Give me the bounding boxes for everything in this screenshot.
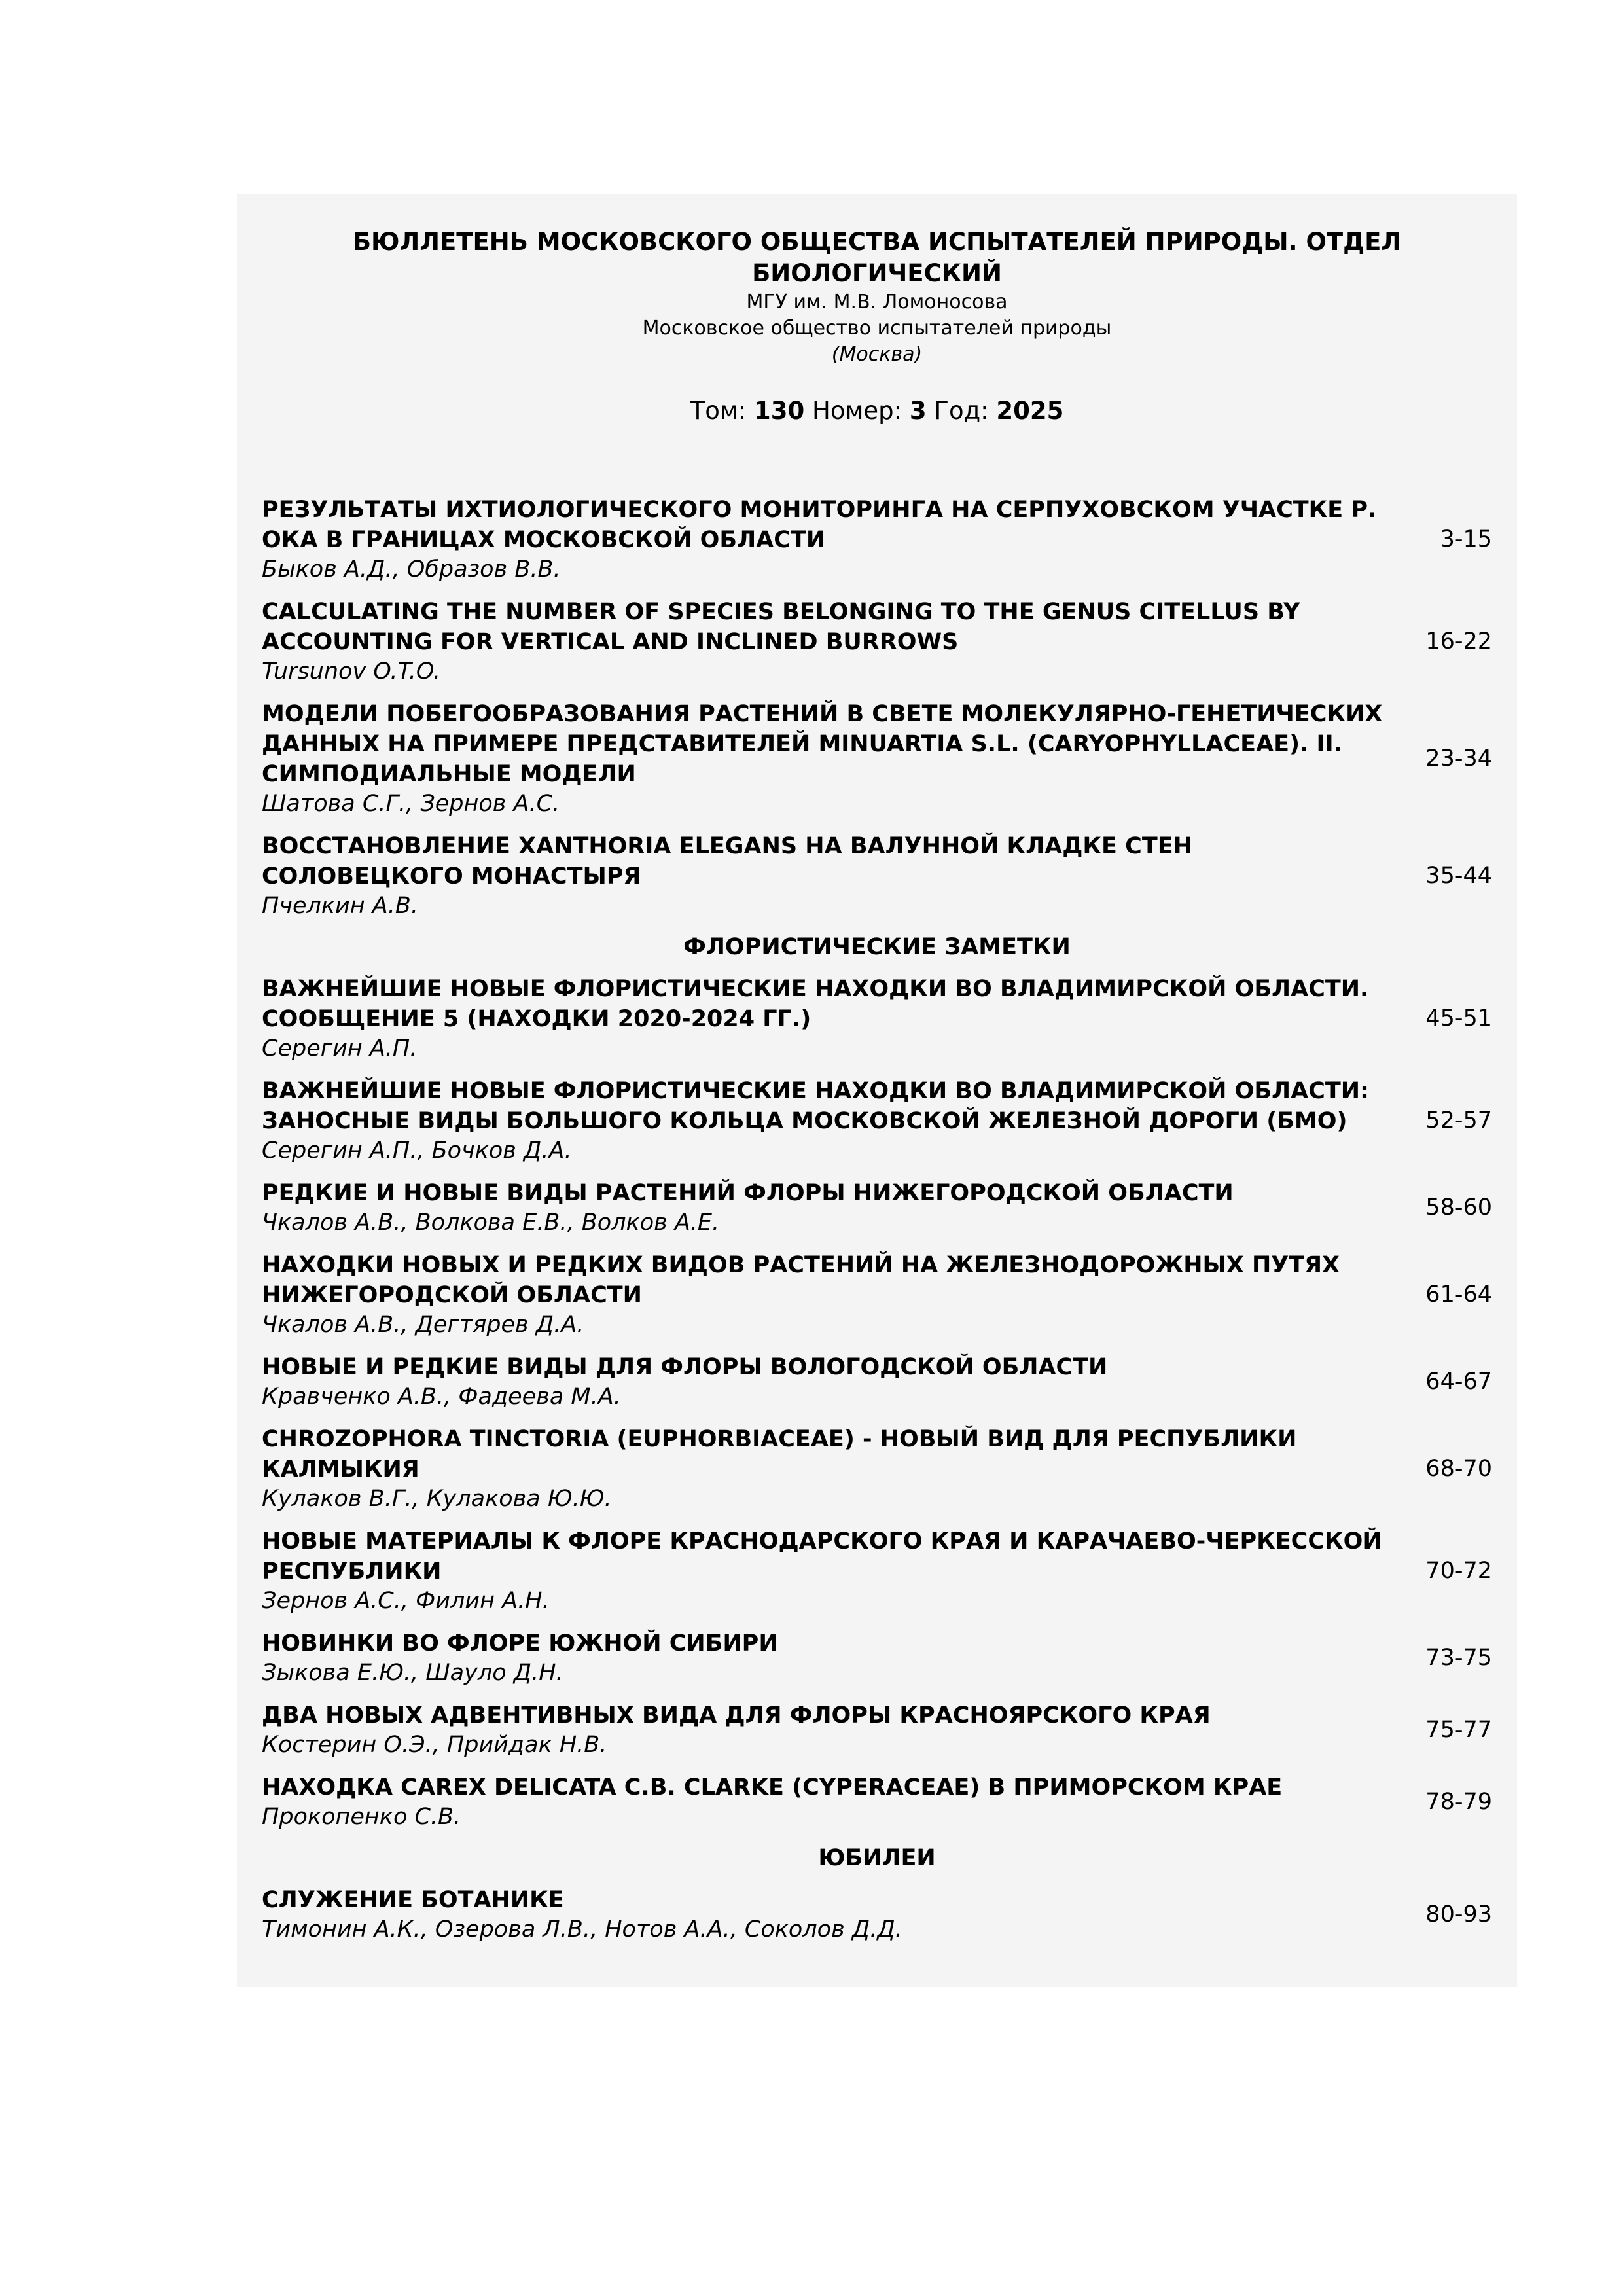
article-authors: Кравченко А.В., Фадеева М.А. — [262, 1384, 621, 1410]
article-title[interactable]: РЕДКИЕ И НОВЫЕ ВИДЫ РАСТЕНИЙ ФЛОРЫ НИЖЕГОРОДСКОЙ ОБЛАСТИ — [262, 1180, 1234, 1206]
article-pages: 3-15 — [1440, 526, 1492, 552]
toc-entry-text — [262, 1628, 1387, 1687]
article-pages: 78-79 — [1425, 1789, 1492, 1815]
article-authors: Кулаков В.Г., Кулакова Ю.Ю. — [262, 1486, 612, 1512]
article-title[interactable]: НАХОДКА CAREX DELICATA C.B. CLARKE (CYPERACEAE) В ПРИМОРСКОМ КРАЕ — [262, 1774, 1283, 1801]
article-title[interactable]: ДВА НОВЫХ АДВЕНТИВНЫХ ВИДА ДЛЯ ФЛОРЫ КРАСНОЯРСКОГО КРАЯ — [262, 1702, 1211, 1729]
toc-entry[interactable] — [262, 1885, 1492, 1944]
toc-entry[interactable] — [262, 1772, 1492, 1831]
volume-label: Том: — [690, 397, 747, 425]
toc-entry[interactable] — [262, 974, 1492, 1063]
article-authors: Серегин А.П., Бочков Д.А. — [262, 1138, 572, 1164]
toc-entry[interactable] — [262, 1250, 1492, 1339]
toc-entry[interactable] — [262, 495, 1492, 584]
toc-entry-text — [262, 495, 1387, 584]
article-authors: Костерин О.Э., Прийдак Н.В. — [262, 1732, 607, 1758]
toc-entry-text — [262, 1772, 1387, 1831]
article-pages: 23-34 — [1425, 745, 1492, 772]
section-heading: ФЛОРИСТИЧЕСКИЕ ЗАМЕТКИ — [683, 934, 1071, 960]
toc-entry[interactable] — [262, 831, 1492, 920]
article-pages: 52-57 — [1425, 1107, 1492, 1134]
article-pages: 45-51 — [1425, 1005, 1492, 1031]
article-title[interactable]: НАХОДКИ НОВЫХ И РЕДКИХ ВИДОВ РАСТЕНИЙ НА ЖЕЛЕЗНОДОРОЖНЫХ ПУТЯХ НИЖЕГОРОДСКОЙ ОБЛАСТИ — [262, 1252, 1340, 1308]
toc-entry-text — [262, 1424, 1387, 1513]
article-pages: 35-44 — [1425, 863, 1492, 889]
toc-entry[interactable] — [262, 1424, 1492, 1513]
article-authors: Шатова С.Г., Зернов А.С. — [262, 791, 560, 817]
article-authors: Тимонин А.К., Озерова Л.В., Нотов А.А., Соколов Д.Д. — [262, 1916, 902, 1943]
article-title[interactable]: НОВИНКИ ВО ФЛОРЕ ЮЖНОЙ СИБИРИ — [262, 1630, 778, 1657]
toc-entry[interactable] — [262, 1700, 1492, 1759]
article-pages: 70-72 — [1425, 1558, 1492, 1584]
article-pages: 75-77 — [1425, 1717, 1492, 1743]
article-authors: Чкалов А.В., Дегтярев Д.А. — [262, 1312, 584, 1338]
number-value: 3 — [909, 397, 927, 425]
publisher-city: (Москва) — [831, 343, 923, 366]
article-title[interactable]: CALCULATING THE NUMBER OF SPECIES BELONGING TO THE GENUS CITELLUS BY ACCOUNTING FOR VERTICAL AND INCLINED BURROWS — [262, 599, 1300, 655]
article-authors: Серегин А.П. — [262, 1035, 418, 1062]
toc-entry-text — [262, 699, 1387, 818]
toc-entry[interactable] — [262, 699, 1492, 818]
article-title[interactable]: ВОССТАНОВЛЕНИЕ XANTHORIA ELEGANS НА ВАЛУННОЙ КЛАДКЕ СТЕН СОЛОВЕЦКОГО МОНАСТЫРЯ — [262, 833, 1192, 889]
toc-entry[interactable] — [262, 1178, 1492, 1237]
year-value: 2025 — [996, 397, 1064, 425]
article-authors: Прокопенко С.В. — [262, 1804, 461, 1830]
article-title[interactable]: НОВЫЕ И РЕДКИЕ ВИДЫ ДЛЯ ФЛОРЫ ВОЛОГОДСКОЙ ОБЛАСТИ — [262, 1354, 1108, 1380]
year-label: Год: — [934, 397, 989, 425]
toc-entry-text — [262, 1885, 1387, 1944]
toc-entry[interactable] — [262, 1352, 1492, 1411]
article-authors: Зыкова Е.Ю., Шауло Д.Н. — [262, 1660, 563, 1686]
article-authors: Быков А.Д., Образов В.В. — [262, 556, 561, 583]
article-pages: 58-60 — [1425, 1194, 1492, 1221]
article-title[interactable]: CHROZOPHORA TINCTORIA (EUPHORBIACEAE) - НОВЫЙ ВИД ДЛЯ РЕСПУБЛИКИ КАЛМЫКИЯ — [262, 1426, 1297, 1482]
journal-title: БЮЛЛЕТЕНЬ МОСКОВСКОГО ОБЩЕСТВА ИСПЫТАТЕЛЕЙ ПРИРОДЫ. ОТДЕЛ БИОЛОГИЧЕСКИЙ — [352, 228, 1402, 287]
publisher-university: МГУ им. М.В. Ломоносова — [746, 291, 1008, 314]
article-pages: 73-75 — [1425, 1645, 1492, 1671]
toc-entry-text — [262, 1526, 1387, 1615]
article-title[interactable]: ВАЖНЕЙШИЕ НОВЫЕ ФЛОРИСТИЧЕСКИЕ НАХОДКИ ВО ВЛАДИМИРСКОЙ ОБЛАСТИ. СООБЩЕНИЕ 5 (НАХОДКИ 2020-2024 ГГ.) — [262, 976, 1369, 1032]
article-title[interactable]: СЛУЖЕНИЕ БОТАНИКЕ — [262, 1887, 564, 1913]
toc-entry-text — [262, 1178, 1387, 1237]
volume-value: 130 — [754, 397, 805, 425]
journal-header — [237, 226, 1517, 427]
toc-entry-text — [262, 597, 1387, 686]
toc-entry-text — [262, 1250, 1387, 1339]
publisher-society: Московское общество испытателей природы — [642, 317, 1112, 340]
article-authors: Зернов А.С., Филин А.Н. — [262, 1588, 550, 1614]
article-pages: 64-67 — [1425, 1369, 1492, 1395]
toc-entry[interactable] — [262, 1076, 1492, 1165]
toc-entry[interactable] — [262, 1628, 1492, 1687]
toc-entry[interactable] — [262, 1526, 1492, 1615]
article-title[interactable]: ВАЖНЕЙШИЕ НОВЫЕ ФЛОРИСТИЧЕСКИЕ НАХОДКИ ВО ВЛАДИМИРСКОЙ ОБЛАСТИ: ЗАНОСНЫЕ ВИДЫ БОЛЬШОГО КОЛЬЦА МОСКОВСКОЙ ЖЕЛЕЗНОЙ ДОРОГИ (БМО) — [262, 1078, 1370, 1134]
section-heading: ЮБИЛЕИ — [818, 1845, 936, 1871]
toc-entry-text — [262, 1352, 1387, 1411]
article-title[interactable]: НОВЫЕ МАТЕРИАЛЫ К ФЛОРЕ КРАСНОДАРСКОГО КРАЯ И КАРАЧАЕВО-ЧЕРКЕССКОЙ РЕСПУБЛИКИ — [262, 1528, 1382, 1585]
article-pages: 16-22 — [1425, 628, 1492, 655]
article-pages: 61-64 — [1425, 1282, 1492, 1308]
toc-entry-text — [262, 1076, 1387, 1165]
article-pages: 68-70 — [1425, 1456, 1492, 1482]
toc-entry-text — [262, 831, 1387, 920]
article-pages: 80-93 — [1425, 1901, 1492, 1928]
table-of-contents — [262, 495, 1492, 1957]
number-label: Номер: — [812, 397, 902, 425]
article-authors: Чкалов А.В., Волкова Е.В., Волков А.Е. — [262, 1210, 720, 1236]
toc-entry-text — [262, 1700, 1387, 1759]
article-authors: Пчелкин А.В. — [262, 893, 419, 919]
toc-entry[interactable] — [262, 597, 1492, 686]
issue-info — [237, 395, 1517, 427]
article-title[interactable]: МОДЕЛИ ПОБЕГООБРАЗОВАНИЯ РАСТЕНИЙ В СВЕТЕ МОЛЕКУЛЯРНО-ГЕНЕТИЧЕСКИХ ДАННЫХ НА ПРИМЕРЕ ПРЕДСТАВИТЕЛЕЙ MINUARTIA S.L. (CARYOPHYLLACEAE). II. СИМПОДИАЛЬНЫЕ МОДЕЛИ — [262, 701, 1383, 787]
toc-entry-text — [262, 974, 1387, 1063]
article-title[interactable]: РЕЗУЛЬТАТЫ ИХТИОЛОГИЧЕСКОГО МОНИТОРИНГА НА СЕРПУХОВСКОМ УЧАСТКЕ Р. ОКА В ГРАНИЦАХ МОСКОВСКОЙ ОБЛАСТИ — [262, 497, 1377, 553]
article-authors: Tursunov O.T.O. — [262, 658, 441, 685]
contents-panel — [237, 194, 1517, 1987]
